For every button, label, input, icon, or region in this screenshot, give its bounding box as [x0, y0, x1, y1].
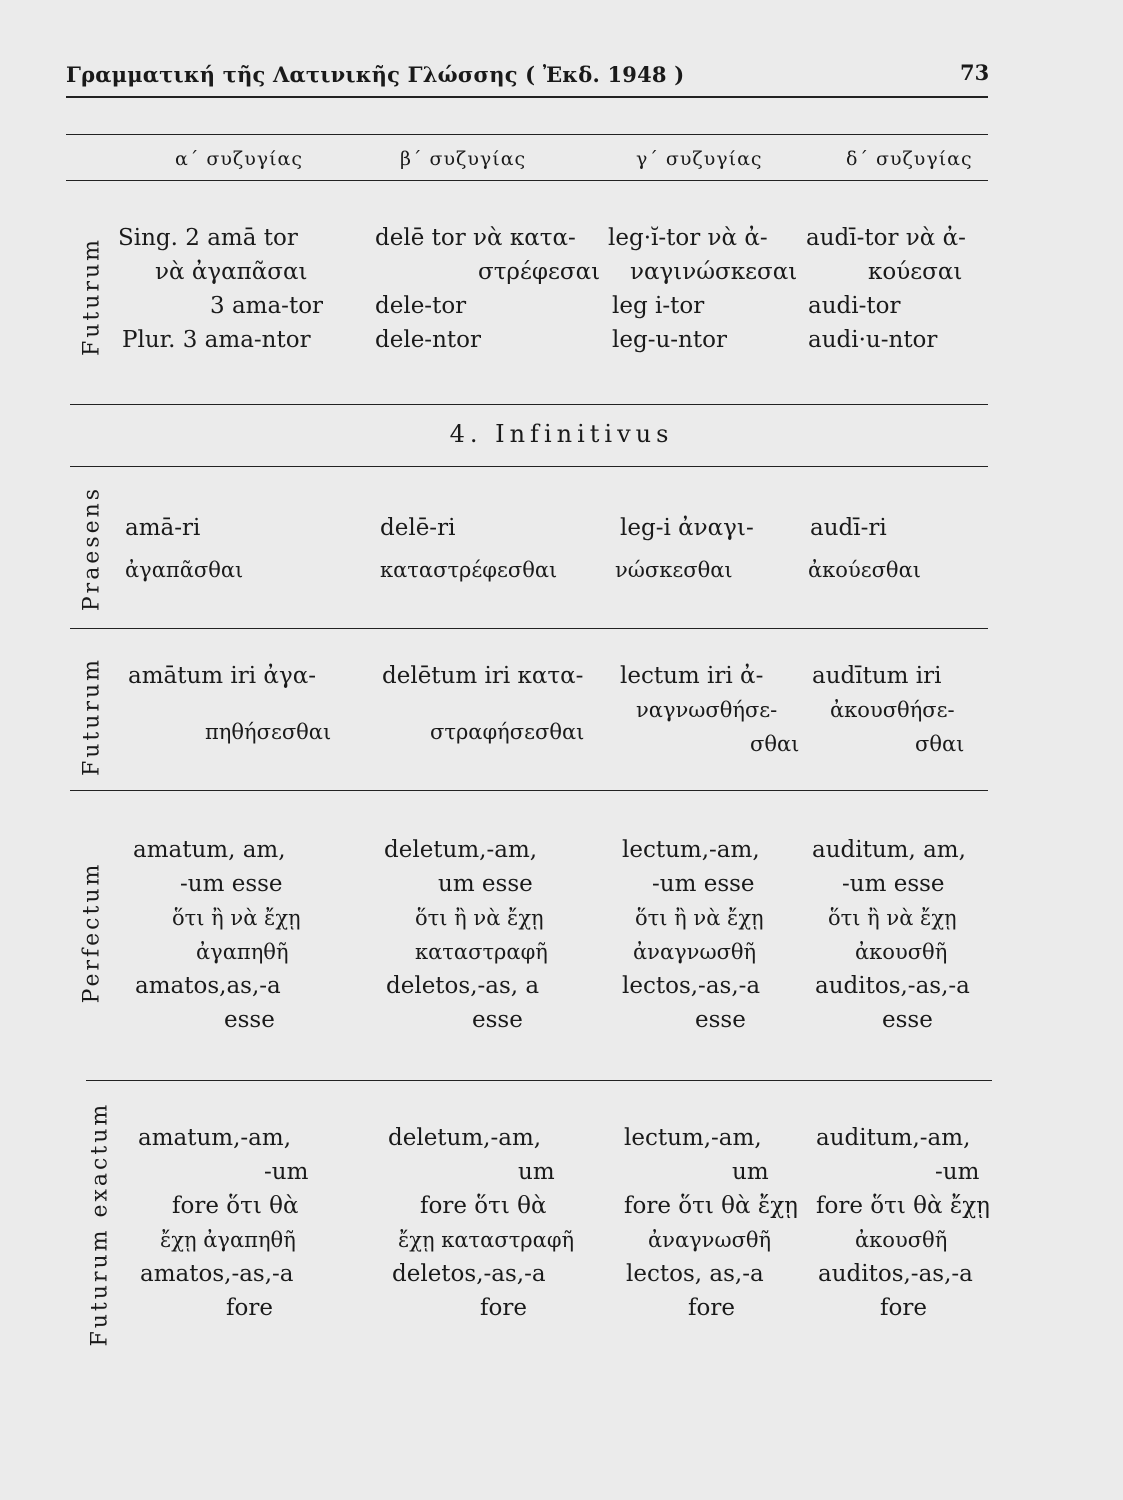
perf-c4-line-2: -um esse	[842, 871, 945, 897]
section-rule	[86, 1080, 992, 1081]
praesens-cell-1-2: delē-ri	[380, 515, 456, 541]
fut-imp-cell-3-2: dele-tor	[375, 293, 467, 319]
fut-imp-cell-2-1: νὰ ἀγαπᾶσαι	[155, 259, 308, 285]
fut-imp-cell-2-4: κούεσαι	[868, 259, 963, 285]
futex-c1-line-5: amatos,-as,-a	[140, 1261, 294, 1287]
futex-c2-line-4: ἔχῃ καταστραφῆ	[398, 1228, 575, 1252]
perf-c4-line-6: esse	[882, 1007, 933, 1033]
futex-c4-line-3: fore ὅτι θὰ ἔχῃ	[816, 1193, 990, 1219]
fut-imp-cell-2-2: στρέφεσαι	[478, 259, 601, 285]
futex-c3-line-5: lectos, as,-a	[626, 1261, 764, 1287]
perf-c2-line-1: deletum,-am,	[384, 837, 538, 863]
section-label-futurum-imperativ: Futurum	[79, 237, 105, 356]
inf-fut-cell-2-2: στραφήσεσθαι	[430, 720, 585, 744]
section-rule	[70, 790, 988, 791]
fut-imp-cell-4-4: audi·u-ntor	[808, 327, 938, 353]
fut-imp-cell-1-4: audī-tor νὰ ἀ-	[806, 225, 966, 251]
fut-imp-cell-4-1: Plur. 3 ama-ntor	[122, 327, 311, 353]
futex-c3-line-6: fore	[688, 1295, 735, 1321]
perf-c1-line-5: amatos,as,-a	[135, 973, 281, 999]
inf-fut-cell-3-3: σθαι	[750, 732, 800, 756]
section-title-infinitivus: 4. Infinitivus	[449, 420, 674, 448]
inf-fut-cell-3-4: σθαι	[915, 732, 965, 756]
fut-imp-cell-1-2: delē tor νὰ κατα-	[375, 225, 576, 251]
column-heading-1: α΄ συζυγίας	[175, 148, 304, 170]
perf-c3-line-6: esse	[695, 1007, 746, 1033]
inf-fut-cell-1-1: amātum iri ἀγα-	[128, 663, 317, 689]
inf-fut-cell-2-1: πηθήσεσθαι	[205, 720, 332, 744]
perf-c4-line-5: auditos,-as,-a	[815, 973, 970, 999]
praesens-cell-1-4: audī-ri	[810, 515, 887, 541]
praesens-cell-2-3: νώσκεσθαι	[615, 558, 733, 582]
inf-fut-cell-2-3: ναγνωσθήσε-	[636, 698, 778, 722]
fut-imp-cell-3-3: leg i-tor	[612, 293, 705, 319]
header-rule	[66, 96, 988, 98]
fut-imp-cell-4-3: leg-u-ntor	[612, 327, 727, 353]
futex-c3-line-3: fore ὅτι θὰ ἔχῃ	[624, 1193, 798, 1219]
futex-c3-line-2: um	[732, 1159, 769, 1185]
section-rule	[70, 404, 988, 405]
column-heading-3: γ΄ συζυγίας	[636, 148, 763, 170]
column-heading-2: β΄ συζυγίας	[400, 148, 527, 170]
fut-imp-cell-4-2: dele-ntor	[375, 327, 481, 353]
running-head: Γραμματική τῆς Λατινικῆς Γλώσσης ( Ἐκδ. 1948 )	[66, 62, 685, 87]
inf-fut-cell-2-4: ἀκουσθήσε-	[830, 698, 955, 722]
praesens-cell-2-1: ἀγαπᾶσθαι	[125, 558, 244, 582]
futex-c1-line-6: fore	[226, 1295, 273, 1321]
section-label-praesens: Praesens	[79, 485, 105, 612]
fut-imp-cell-3-1: 3 ama-tor	[210, 293, 324, 319]
perf-c4-line-3: ὅτι ἢ νὰ ἔχῃ	[828, 906, 957, 930]
praesens-cell-2-4: ἀκούεσθαι	[808, 558, 921, 582]
column-heading-4: δ΄ συζυγίας	[846, 148, 973, 170]
praesens-cell-2-2: καταστρέφεσθαι	[380, 558, 558, 582]
futex-c4-line-2: -um	[935, 1159, 980, 1185]
perf-c3-line-2: -um esse	[652, 871, 755, 897]
futex-c2-line-3: fore ὅτι θὰ	[420, 1193, 547, 1219]
futex-c4-line-6: fore	[880, 1295, 927, 1321]
futex-c3-line-4: ἀναγνωσθῆ	[648, 1228, 772, 1252]
futex-c1-line-3: fore ὅτι θὰ	[172, 1193, 299, 1219]
futex-c4-line-4: ἀκουσθῆ	[855, 1228, 948, 1252]
perf-c3-line-4: ἀναγνωσθῆ	[633, 940, 757, 964]
fut-imp-cell-3-4: audi-tor	[808, 293, 901, 319]
perf-c2-line-6: esse	[472, 1007, 523, 1033]
futex-c3-line-1: lectum,-am,	[624, 1125, 762, 1151]
perf-c2-line-3: ὅτι ἢ νὰ ἔχῃ	[415, 906, 544, 930]
section-label-futurum-exactum: Futurum exactum	[87, 1101, 113, 1347]
perf-c4-line-1: auditum, am,	[812, 837, 966, 863]
inf-fut-cell-1-3: lectum iri ἀ-	[620, 663, 764, 689]
section-label-futurum: Futurum	[79, 657, 105, 776]
futex-c2-line-1: deletum,-am,	[388, 1125, 542, 1151]
perf-c3-line-5: lectos,-as,-a	[622, 973, 761, 999]
futex-c4-line-1: auditum,-am,	[816, 1125, 971, 1151]
section-label-perfectum: Perfectum	[79, 861, 105, 1004]
praesens-cell-1-3: leg-i ἀναγι-	[620, 515, 754, 541]
table-top-rule	[66, 134, 988, 135]
perf-c1-line-1: amatum, am,	[133, 837, 286, 863]
perf-c4-line-4: ἀκουσθῆ	[855, 940, 948, 964]
perf-c3-line-1: lectum,-am,	[622, 837, 760, 863]
futex-c2-line-2: um	[518, 1159, 555, 1185]
perf-c1-line-3: ὅτι ἢ νὰ ἔχῃ	[172, 906, 301, 930]
page-number: 73	[960, 60, 990, 85]
section-rule	[70, 628, 988, 629]
futex-c2-line-6: fore	[480, 1295, 527, 1321]
futex-c2-line-5: deletos,-as,-a	[392, 1261, 546, 1287]
futex-c4-line-5: auditos,-as,-a	[818, 1261, 973, 1287]
futex-c1-line-4: ἔχῃ ἀγαπηθῆ	[160, 1228, 296, 1252]
inf-fut-cell-1-4: audītum iri	[812, 663, 942, 689]
perf-c2-line-4: καταστραφῆ	[415, 940, 548, 964]
fut-imp-cell-1-3: leg·ĭ-tor νὰ ἀ-	[608, 225, 768, 251]
futex-c1-line-1: amatum,-am,	[138, 1125, 292, 1151]
perf-c3-line-3: ὅτι ἢ νὰ ἔχῃ	[635, 906, 764, 930]
fut-imp-cell-1-1: Sing. 2 amā tor	[118, 225, 298, 251]
column-heading-rule	[66, 180, 988, 181]
perf-c1-line-4: ἀγαπηθῆ	[196, 940, 289, 964]
futex-c1-line-2: -um	[264, 1159, 309, 1185]
section-rule	[70, 466, 988, 467]
inf-fut-cell-1-2: delētum iri κατα-	[382, 663, 584, 689]
perf-c2-line-5: deletos,-as, a	[386, 973, 540, 999]
praesens-cell-1-1: amā-ri	[125, 515, 201, 541]
perf-c1-line-2: -um esse	[180, 871, 283, 897]
perf-c2-line-2: um esse	[438, 871, 533, 897]
perf-c1-line-6: esse	[224, 1007, 275, 1033]
fut-imp-cell-2-3: ναγινώσκεσαι	[630, 259, 798, 285]
